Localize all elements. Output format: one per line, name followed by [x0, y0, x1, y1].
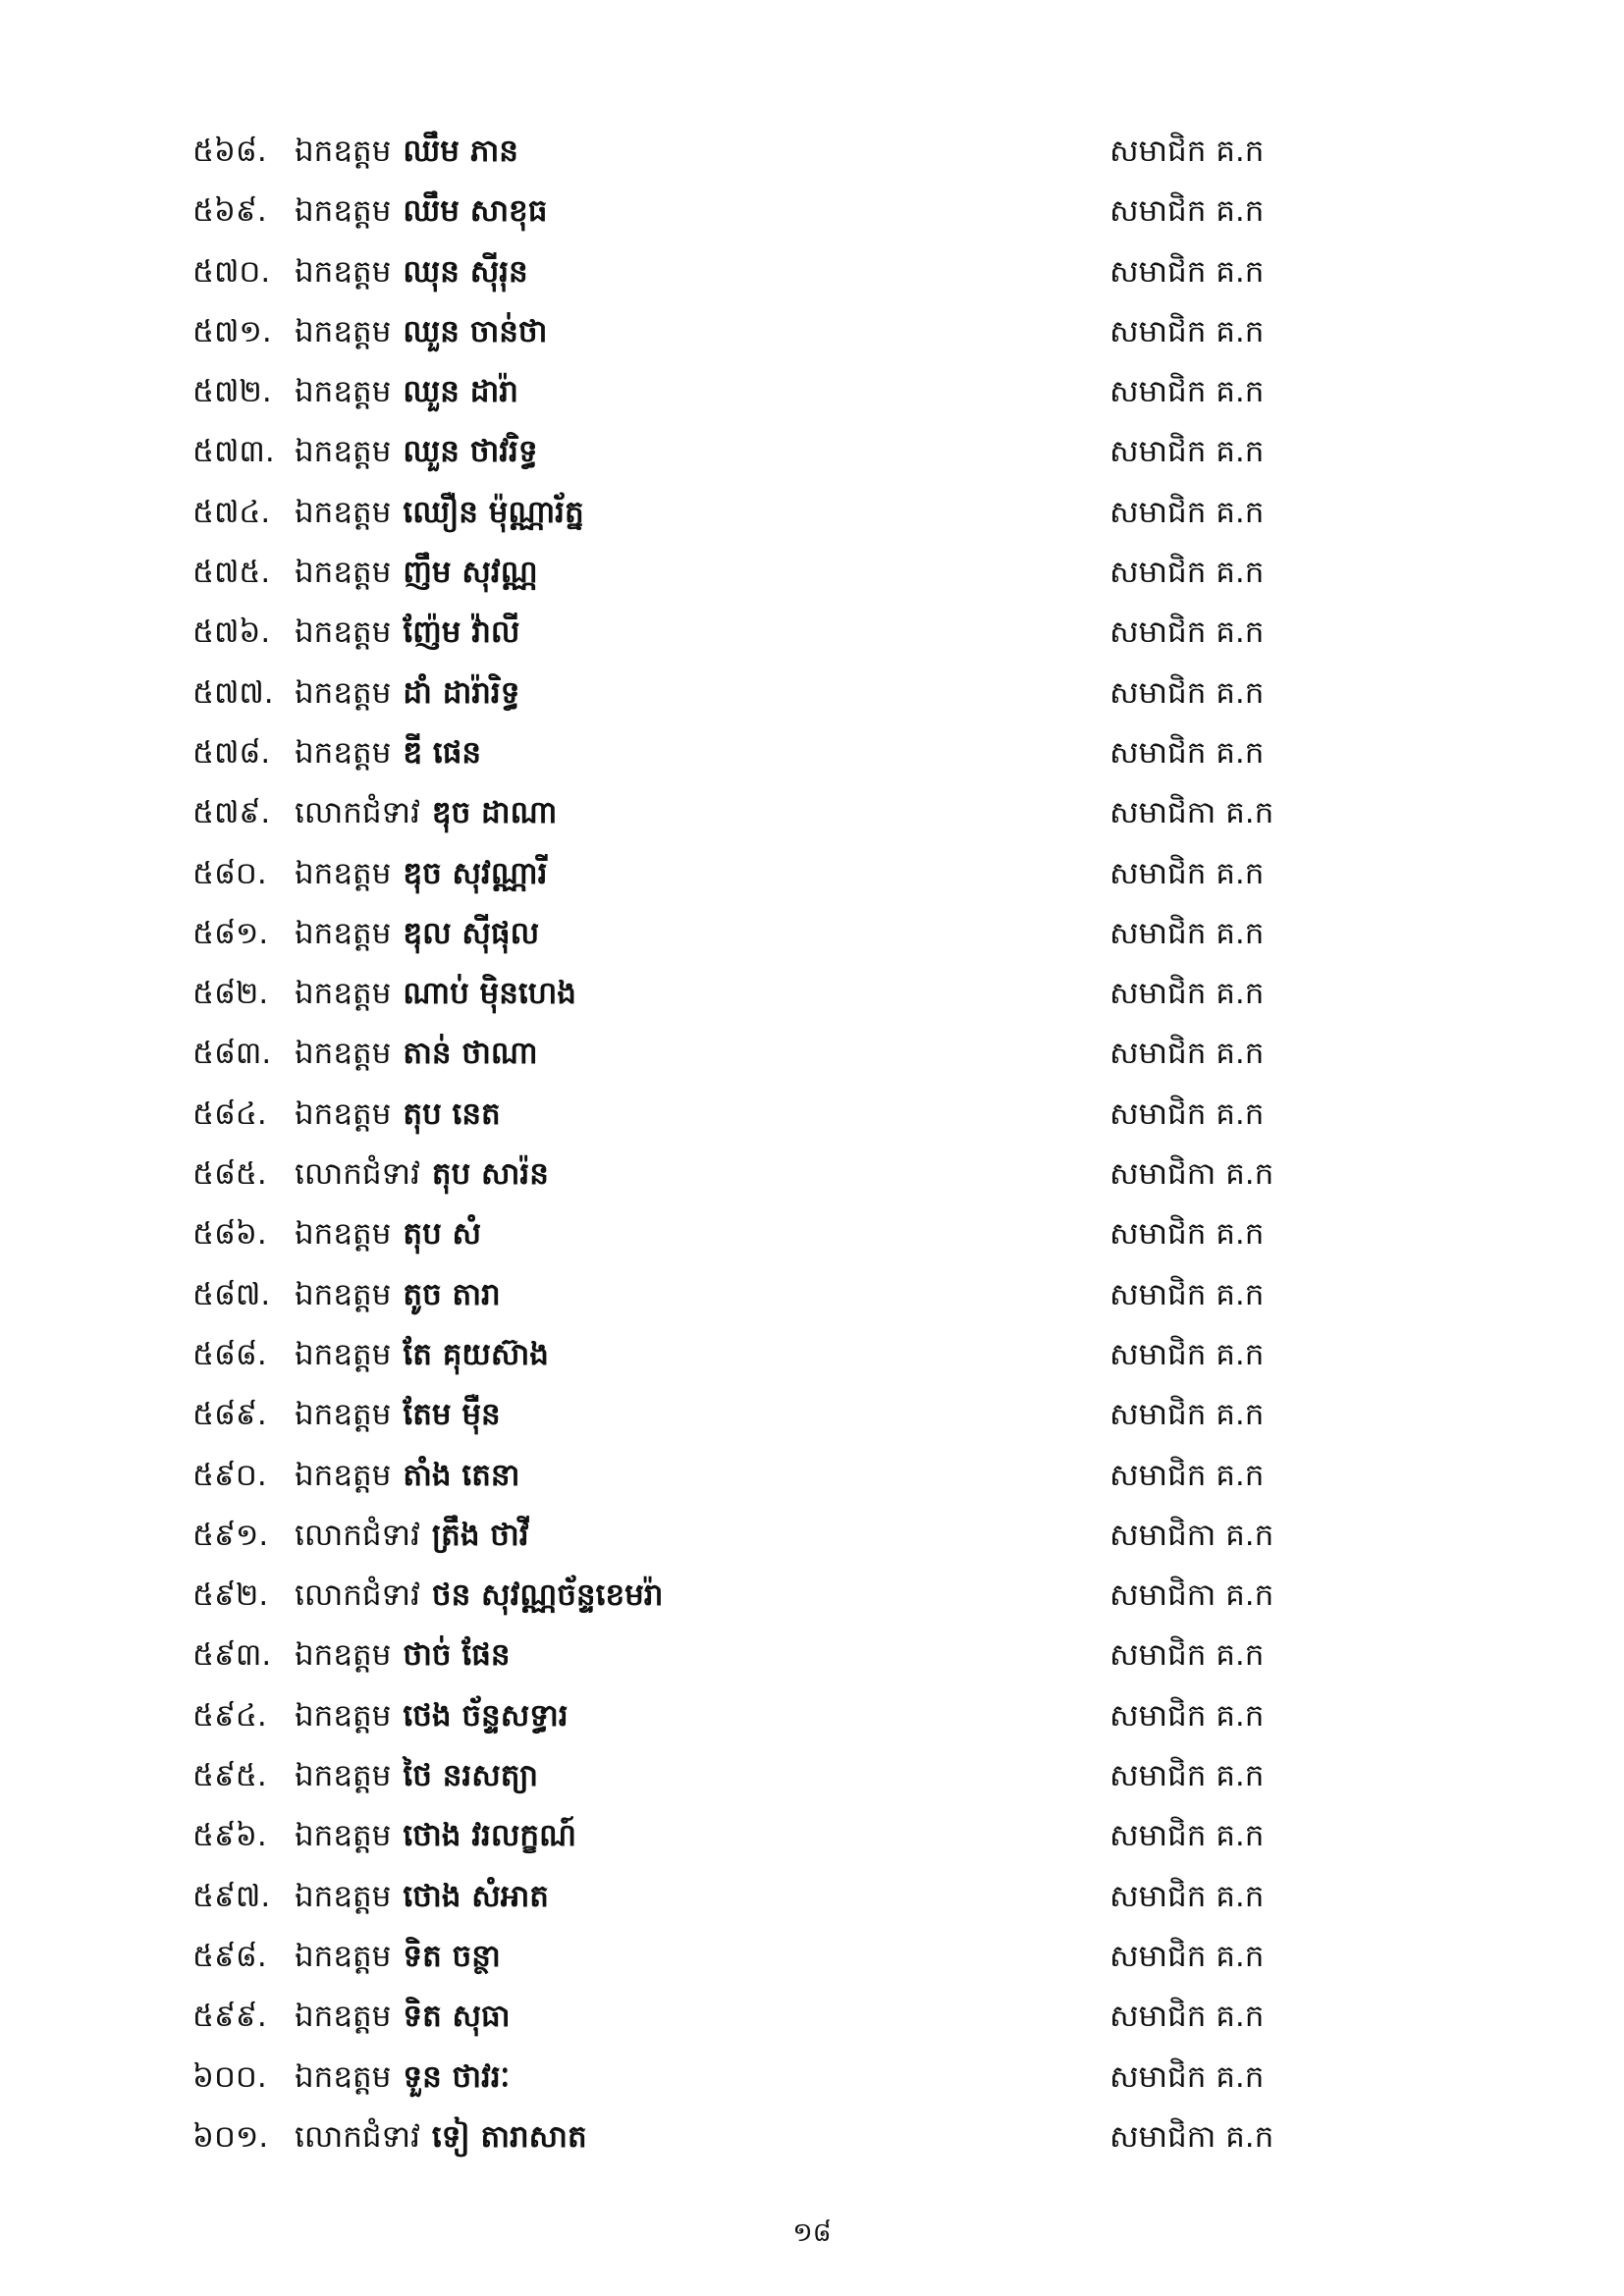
- entry-role: សមាជិក គ.ក: [1110, 1095, 1265, 1132]
- entry-name: ញ៉ែម វ៉ាលី: [403, 614, 520, 651]
- list-item: [192, 2108, 1292, 2167]
- entry-number: ៥៨៥.: [192, 1156, 267, 1193]
- list-item: [192, 783, 1292, 843]
- entry-role: សមាជិក គ.ក: [1110, 313, 1265, 349]
- entry-role: សមាជិក គ.ក: [1110, 1276, 1265, 1312]
- entry-name: តុប សារ៉ន: [431, 1156, 549, 1193]
- entry-title-and-name: [295, 1265, 501, 1325]
- page-number: ១៨: [792, 2217, 832, 2248]
- entry-name: ទៀ តារាសាត: [431, 2118, 587, 2155]
- entry-title-and-name: [295, 1806, 576, 1866]
- entry-honorific: ឯកឧត្តម: [295, 494, 392, 530]
- entry-role: សមាជិក គ.ក: [1110, 133, 1265, 169]
- list-item: [192, 1024, 1292, 1084]
- entry-role: សមាជិកា គ.ក: [1110, 1156, 1274, 1193]
- entry-number: ៥៨៤.: [192, 1095, 267, 1132]
- entry-title-and-name: [295, 1746, 538, 1806]
- entry-honorific: ឯកឧត្តម: [295, 2058, 392, 2095]
- list-item: [192, 1686, 1292, 1746]
- entry-honorific: ឯកឧត្តម: [295, 1036, 392, 1072]
- entry-name: ទិត ចន្ថា: [403, 1938, 501, 1974]
- entry-role: សមាជិក គ.ក: [1110, 976, 1265, 1012]
- entry-role: សមាជិក គ.ក: [1110, 1878, 1265, 1914]
- entry-honorific: ឯកឧត្តម: [295, 253, 392, 290]
- entry-role: សមាជិក គ.ក: [1110, 1397, 1265, 1433]
- list-item: [192, 302, 1292, 362]
- entry-number: ៥៧៩.: [192, 795, 271, 831]
- entry-honorific: ឯកឧត្តម: [295, 734, 392, 771]
- entry-name: ញឹម សុវណ្ណ: [403, 555, 538, 591]
- entry-name: ឈួន ថាវរិទ្ធ: [403, 434, 538, 470]
- entry-role: សមាជិក គ.ក: [1110, 193, 1265, 230]
- entry-number: ៥៨៣.: [192, 1036, 272, 1072]
- entry-title-and-name: [295, 664, 519, 723]
- entry-honorific: ឯកឧត្តម: [295, 614, 392, 651]
- entry-number: ៥៧៣.: [192, 434, 275, 470]
- entry-number: ៦០១.: [192, 2118, 269, 2155]
- entry-number: ៥៩២.: [192, 1577, 269, 1614]
- entry-title-and-name: [295, 1686, 568, 1746]
- entry-title-and-name: [295, 1145, 549, 1204]
- list-item: [192, 664, 1292, 723]
- list-item: [192, 242, 1292, 302]
- entry-name: តាន់ ថាណា: [403, 1036, 538, 1072]
- entry-number: ៥៦៩.: [192, 193, 267, 230]
- entry-role: សមាជិកា គ.ក: [1110, 1577, 1274, 1614]
- entry-role: សមាជិក គ.ក: [1110, 674, 1265, 711]
- entry-honorific: ឯកឧត្តម: [295, 915, 392, 951]
- entry-number: ៥៨១.: [192, 915, 269, 951]
- entry-honorific: ឯកឧត្តម: [295, 1758, 392, 1794]
- entry-name: តាំង តេនា: [403, 1457, 520, 1493]
- entry-role: សមាជិក គ.ក: [1110, 1216, 1265, 1253]
- entry-number: ៥៩៨.: [192, 1938, 267, 1974]
- entry-title-and-name: [295, 1085, 501, 1145]
- entry-title-and-name: [295, 904, 539, 964]
- entry-role: សមាជិក គ.ក: [1110, 1336, 1265, 1372]
- entry-title-and-name: [295, 1325, 549, 1385]
- entry-name: ឈឿន ម៉ុណ្ណារ័ត្ន: [403, 494, 584, 530]
- entry-title-and-name: [295, 783, 557, 843]
- entry-honorific: ឯកឧត្តម: [295, 1216, 392, 1253]
- entry-number: ៥៧៨.: [192, 734, 271, 771]
- entry-number: ៥៩៩.: [192, 1999, 267, 2035]
- entry-title-and-name: [295, 723, 481, 783]
- entry-name: ឌី ផេន: [403, 734, 482, 771]
- entry-number: ៥៧១.: [192, 313, 272, 349]
- entry-role: សមាជិក គ.ក: [1110, 855, 1265, 891]
- entry-role: សមាជិក គ.ក: [1110, 915, 1265, 951]
- entry-name: តុប សំ: [403, 1216, 482, 1253]
- list-item: [192, 1806, 1292, 1866]
- entry-honorific: លោកជំទាវ: [295, 2118, 420, 2155]
- entry-honorific: ឯកឧត្តម: [295, 855, 392, 891]
- list-item: [192, 904, 1292, 964]
- entry-title-and-name: [295, 1867, 549, 1927]
- entry-number: ៥៩១.: [192, 1517, 269, 1553]
- entry-honorific: ឯកឧត្តម: [295, 1818, 392, 1854]
- entry-honorific: ឯកឧត្តម: [295, 1397, 392, 1433]
- entry-name: ឌុច ដាណា: [431, 795, 558, 831]
- entry-role: សមាជិក គ.ក: [1110, 1036, 1265, 1072]
- list-item: [192, 1927, 1292, 1987]
- list-item: [192, 1325, 1292, 1385]
- entry-number: ៥៨៦.: [192, 1216, 267, 1253]
- list-item: [192, 844, 1292, 904]
- entry-name: តូច តារា: [403, 1276, 501, 1312]
- entry-honorific: ឯកឧត្តម: [295, 1095, 392, 1132]
- entry-number: ៥៧៧.: [192, 674, 274, 711]
- entry-name: ឈឹម ភាន: [403, 133, 518, 169]
- entry-honorific: ឯកឧត្តម: [295, 555, 392, 591]
- entry-honorific: លោកជំទាវ: [295, 1577, 420, 1614]
- entry-role: សមាជិកា គ.ក: [1110, 2118, 1274, 2155]
- entry-title-and-name: [295, 1204, 481, 1264]
- entry-honorific: ឯកឧត្តម: [295, 133, 392, 169]
- list-item: [192, 1265, 1292, 1325]
- entry-number: ៥៩០.: [192, 1457, 267, 1493]
- entry-honorific: លោកជំទាវ: [295, 1156, 420, 1193]
- entry-role: សមាជិកា គ.ក: [1110, 795, 1274, 831]
- entry-honorific: ឯកឧត្តម: [295, 674, 392, 711]
- entry-number: ៥៩៣.: [192, 1637, 272, 1674]
- entry-role: សមាជិកា គ.ក: [1110, 1517, 1274, 1553]
- entry-number: ៥៨២.: [192, 976, 269, 1012]
- entry-role: សមាជិក គ.ក: [1110, 1457, 1265, 1493]
- entry-number: ៥៧០.: [192, 253, 271, 290]
- entry-number: ៥៩៥.: [192, 1758, 267, 1794]
- entry-honorific: លោកជំទាវ: [295, 1517, 420, 1553]
- entry-name: ឌុច សុវណ្ណារី: [403, 855, 548, 891]
- list-item: [192, 1506, 1292, 1566]
- entry-role: សមាជិក គ.ក: [1110, 1938, 1265, 1974]
- entry-name: ទួន ថាវរៈ: [403, 2058, 511, 2095]
- entry-name: ឈុន ស៊ីរុន: [403, 253, 528, 290]
- entry-name: ត្រឹង ថាវី: [431, 1517, 529, 1553]
- entry-number: ៥៩៦.: [192, 1818, 267, 1854]
- entry-honorific: ឯកឧត្តម: [295, 1336, 392, 1372]
- entry-honorific: ឯកឧត្តម: [295, 1637, 392, 1674]
- list-item: [192, 1446, 1292, 1506]
- entry-honorific: ឯកឧត្តម: [295, 976, 392, 1012]
- entry-name: ថៃ នរសត្យា: [403, 1758, 539, 1794]
- entry-role: សមាជិក គ.ក: [1110, 494, 1265, 530]
- entry-role: សមាជិក គ.ក: [1110, 1818, 1265, 1854]
- entry-title-and-name: [295, 1626, 511, 1685]
- entry-name: ដាំ ដារ៉ារិទ្ធ: [403, 674, 520, 711]
- entry-title-and-name: [295, 483, 584, 543]
- list-item: [192, 422, 1292, 482]
- entry-role: សមាជិក គ.ក: [1110, 1999, 1265, 2035]
- entry-honorific: លោកជំទាវ: [295, 795, 420, 831]
- member-list: [192, 122, 1292, 2167]
- entry-role: សមាជិក គ.ក: [1110, 253, 1265, 290]
- entry-number: ៥៨០.: [192, 855, 267, 891]
- list-item: [192, 543, 1292, 603]
- entry-number: ៦០០.: [192, 2058, 267, 2095]
- entry-title-and-name: [295, 242, 528, 302]
- entry-name: ឈឹម សាខុធ: [403, 193, 548, 230]
- entry-role: សមាជិក គ.ក: [1110, 1758, 1265, 1794]
- entry-title-and-name: [295, 302, 547, 362]
- entry-role: សមាជិក គ.ក: [1110, 614, 1265, 651]
- entry-title-and-name: [295, 422, 538, 482]
- list-item: [192, 182, 1292, 241]
- list-item: [192, 723, 1292, 783]
- entry-name: ឌុល ស៊ីផុល: [403, 915, 540, 951]
- entry-title-and-name: [295, 1927, 501, 1987]
- entry-title-and-name: [295, 964, 576, 1024]
- entry-number: ៥៨៧.: [192, 1276, 271, 1312]
- list-item: [192, 603, 1292, 663]
- entry-title-and-name: [295, 1446, 519, 1506]
- entry-number: ៥៧២.: [192, 374, 272, 410]
- entry-title-and-name: [295, 182, 547, 241]
- entry-name: ថេង ច័ន្ទសទ្ធារ: [403, 1697, 568, 1734]
- entry-title-and-name: [295, 1566, 663, 1626]
- list-item: [192, 1566, 1292, 1626]
- entry-honorific: ឯកឧត្តម: [295, 1276, 392, 1312]
- entry-number: ៥៦៨.: [192, 133, 267, 169]
- entry-name: ថាច់ ផែន: [403, 1637, 511, 1674]
- entry-role: សមាជិក គ.ក: [1110, 1697, 1265, 1734]
- entry-name: ឈួន ចាន់ថា: [403, 313, 548, 349]
- entry-honorific: ឯកឧត្តម: [295, 1878, 392, 1914]
- list-item: [192, 1385, 1292, 1445]
- entry-number: ៥៨៨.: [192, 1336, 267, 1372]
- list-item: [192, 1145, 1292, 1204]
- entry-name: ថន សុវណ្ណច័ន្ទខេមរ៉ា: [431, 1577, 664, 1614]
- entry-title-and-name: [295, 2108, 587, 2167]
- list-item: [192, 964, 1292, 1024]
- entry-name: ណាប់ ម៉ិនហេង: [403, 976, 576, 1012]
- entry-name: តែ គុយស៊ាង: [403, 1336, 549, 1372]
- entry-role: សមាជិក គ.ក: [1110, 734, 1265, 771]
- list-item: [192, 1746, 1292, 1806]
- entry-number: ៥៧៥.: [192, 555, 271, 591]
- entry-honorific: ឯកឧត្តម: [295, 1999, 392, 2035]
- entry-role: សមាជិក គ.ក: [1110, 2058, 1265, 2095]
- entry-role: សមាជិក គ.ក: [1110, 1637, 1265, 1674]
- entry-name: ថោង សំអាត: [403, 1878, 549, 1914]
- entry-honorific: ឯកឧត្តម: [295, 193, 392, 230]
- entry-name: តែម ម៉ឺន: [403, 1397, 501, 1433]
- entry-title-and-name: [295, 603, 519, 663]
- entry-title-and-name: [295, 543, 538, 603]
- entry-role: សមាជិក គ.ក: [1110, 555, 1265, 591]
- entry-title-and-name: [295, 1385, 501, 1445]
- entry-honorific: ឯកឧត្តម: [295, 1457, 392, 1493]
- entry-role: សមាជិក គ.ក: [1110, 434, 1265, 470]
- entry-title-and-name: [295, 122, 518, 182]
- list-item: [192, 483, 1292, 543]
- entry-title-and-name: [295, 1987, 511, 2047]
- entry-number: ៥៧៤.: [192, 494, 271, 530]
- entry-title-and-name: [295, 2048, 510, 2108]
- entry-name: ថោង វរលក្ខណ៍: [403, 1818, 576, 1854]
- list-item: [192, 1867, 1292, 1927]
- entry-name: ឈួន ដារ៉ា: [403, 374, 518, 410]
- entry-role: សមាជិក គ.ក: [1110, 374, 1265, 410]
- list-item: [192, 1987, 1292, 2047]
- entry-honorific: ឯកឧត្តម: [295, 1697, 392, 1734]
- entry-number: ៥៩៤.: [192, 1697, 267, 1734]
- list-item: [192, 1204, 1292, 1264]
- list-item: [192, 122, 1292, 182]
- entry-honorific: ឯកឧត្តម: [295, 374, 392, 410]
- entry-title-and-name: [295, 1506, 529, 1566]
- list-item: [192, 1626, 1292, 1685]
- entry-name: តុប នេត: [403, 1095, 501, 1132]
- entry-honorific: ឯកឧត្តម: [295, 1938, 392, 1974]
- entry-honorific: ឯកឧត្តម: [295, 434, 392, 470]
- entry-title-and-name: [295, 362, 518, 422]
- entry-number: ៥៧៦.: [192, 614, 271, 651]
- entry-name: ទិត សុធា: [403, 1999, 511, 2035]
- list-item: [192, 1085, 1292, 1145]
- entry-number: ៥៨៩.: [192, 1397, 267, 1433]
- entry-honorific: ឯកឧត្តម: [295, 313, 392, 349]
- list-item: [192, 2048, 1292, 2108]
- entry-title-and-name: [295, 844, 547, 904]
- list-item: [192, 362, 1292, 422]
- entry-number: ៥៩៧.: [192, 1878, 271, 1914]
- entry-title-and-name: [295, 1024, 538, 1084]
